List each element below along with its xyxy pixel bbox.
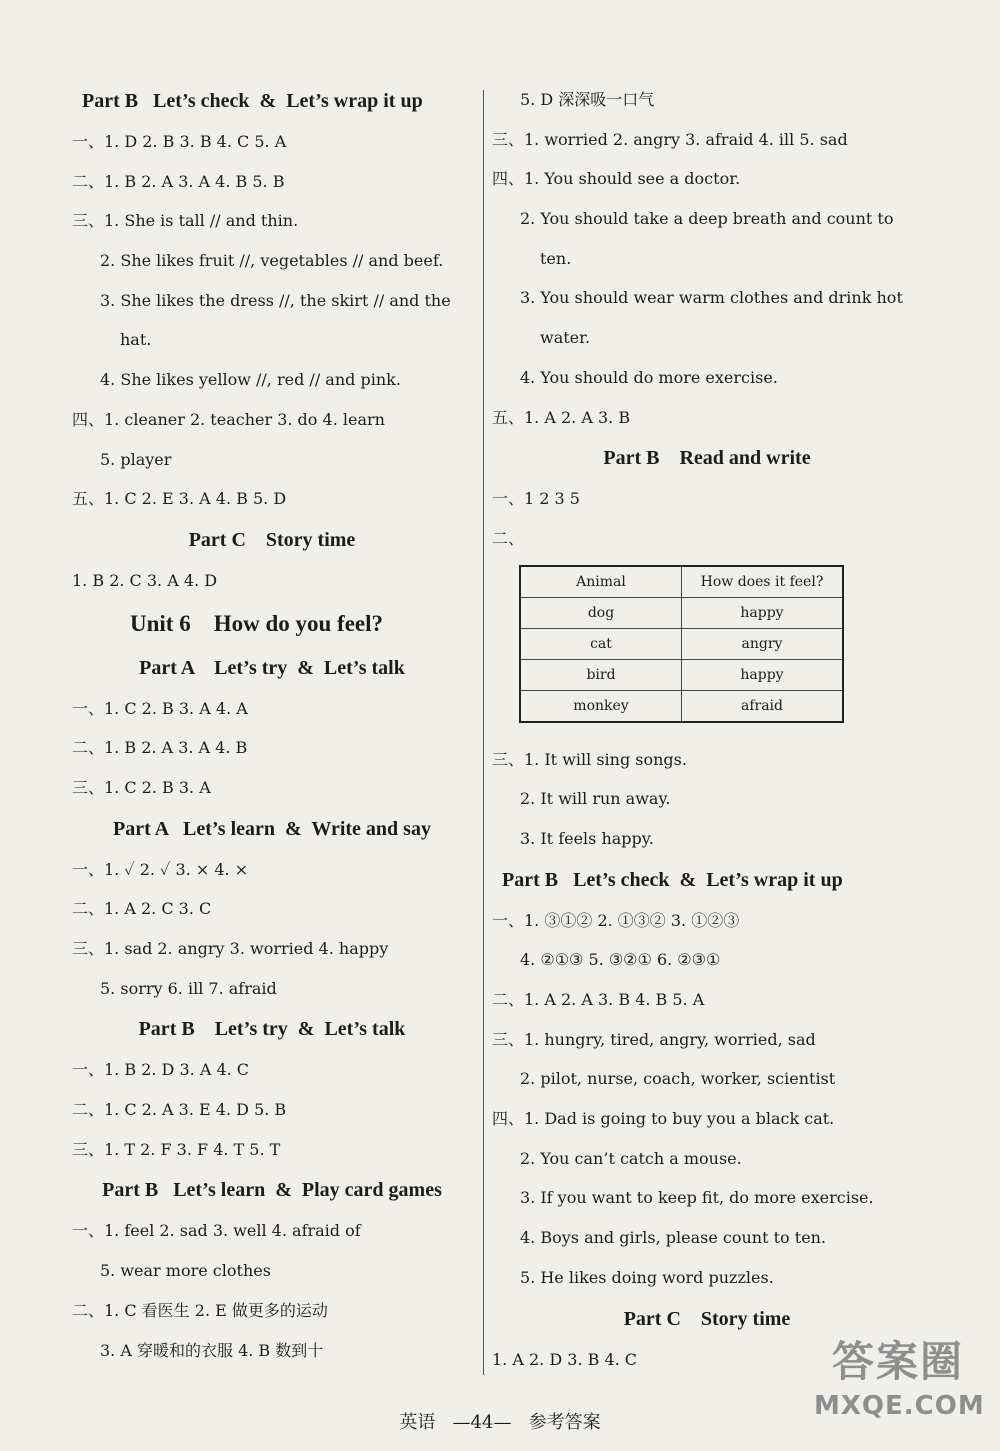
table-cell: cat bbox=[520, 628, 682, 659]
answer-line: 4. ②①③ 5. ③②① 6. ②③① bbox=[520, 950, 721, 970]
section-heading: Part C Story time bbox=[188, 528, 356, 551]
answer-line: 三、1. sad 2. angry 3. worried 4. happy bbox=[72, 939, 389, 958]
table-cell: angry bbox=[682, 628, 844, 659]
watermark-title: 答案圈 bbox=[831, 1337, 964, 1386]
answer-line: 4. She likes yellow //, red // and pink. bbox=[100, 370, 401, 390]
answer-line: 1. B 2. C 3. A 4. D bbox=[72, 570, 218, 590]
table-cell: dog bbox=[520, 597, 682, 628]
answer-line: 2. You should take a deep breath and count to bbox=[520, 209, 894, 229]
watermark-logo bbox=[814, 1336, 985, 1436]
table-row bbox=[520, 690, 843, 722]
answer-line: ten. bbox=[540, 248, 572, 268]
table-header-row bbox=[520, 566, 843, 598]
answer-line: 5. player bbox=[100, 449, 172, 469]
answer-line: 四、1. cleaner 2. teacher 3. do 4. learn bbox=[72, 409, 385, 429]
answer-line: 一、1. ③①② 2. ①③② 3. ①②③ bbox=[492, 910, 740, 930]
table-row bbox=[520, 659, 843, 690]
answer-line: 二、1. B 2. A 3. A 4. B bbox=[72, 738, 248, 758]
section-heading: Part C Story time bbox=[623, 1307, 791, 1330]
right-column bbox=[492, 80, 922, 1379]
answer-line: 3. A 穿暖和的衣服 4. B 数到十 bbox=[100, 1340, 324, 1360]
answer-line: water. bbox=[540, 328, 591, 348]
answer-line: 二、1. C 2. A 3. E 4. D 5. B bbox=[72, 1100, 287, 1120]
answer-line: 5. D 深深吸一口气 bbox=[520, 90, 655, 109]
section-heading: Part A Let’s learn & Write and say bbox=[113, 817, 431, 840]
answer-line: 三、1. T 2. F 3. F 4. T 5. T bbox=[72, 1139, 281, 1159]
answer-line: 四、1. You should see a doctor. bbox=[492, 169, 741, 189]
watermark-url: MXQE.COM bbox=[814, 1391, 985, 1421]
answer-line: 二、1. C 看医生 2. E 做更多的运动 bbox=[72, 1300, 328, 1320]
answer-line: 3. If you want to keep fit, do more exercise. bbox=[520, 1188, 874, 1208]
answer-line: 一、1 2 3 5 bbox=[492, 489, 580, 509]
animal-table-wrap bbox=[492, 559, 922, 740]
table-row bbox=[520, 597, 843, 628]
answer-line: 3. She likes the dress //, the skirt // and the bbox=[100, 290, 451, 310]
section-heading: Part B Let’s learn & Play card games bbox=[102, 1179, 442, 1202]
answer-line: 三、1. hungry, tired, angry, worried, sad bbox=[492, 1029, 816, 1049]
table-row bbox=[520, 628, 843, 659]
column-divider bbox=[483, 90, 484, 1375]
answer-line: 一、1. C 2. B 3. A 4. A bbox=[72, 698, 248, 718]
table-cell: monkey bbox=[520, 690, 682, 722]
answer-line: 二、1. A 2. C 3. C bbox=[72, 899, 212, 919]
answer-line: 五、1. C 2. E 3. A 4. B 5. D bbox=[72, 489, 287, 509]
answer-line: 5. He likes doing word puzzles. bbox=[520, 1267, 774, 1287]
page-footer: 英语 —44— 参考答案 bbox=[399, 1412, 601, 1433]
answer-line: 一、1. B 2. D 3. A 4. C bbox=[72, 1060, 250, 1080]
answer-line: 5. sorry 6. ill 7. afraid bbox=[100, 978, 277, 998]
answer-line: 2. It will run away. bbox=[520, 789, 671, 809]
answer-line: 三、1. C 2. B 3. A bbox=[72, 777, 211, 797]
table-cell: happy bbox=[682, 597, 844, 628]
section-heading: Part B Let’s check & Let’s wrap it up bbox=[502, 868, 843, 891]
section-heading: Part B Let’s check & Let’s wrap it up bbox=[82, 90, 423, 112]
answer-line: 1. A 2. D 3. B 4. C bbox=[492, 1349, 638, 1369]
answer-line: 2. You can’t catch a mouse. bbox=[520, 1148, 742, 1168]
answer-line: 二、1. A 2. A 3. B 4. B 5. A bbox=[492, 990, 705, 1009]
table-cell: afraid bbox=[682, 690, 844, 722]
answer-line: hat. bbox=[120, 330, 152, 350]
answer-line: 5. wear more clothes bbox=[100, 1261, 271, 1281]
answer-line: 四、1. Dad is going to buy you a black cat. bbox=[492, 1109, 835, 1129]
table-cell: bird bbox=[520, 659, 682, 690]
answer-line: 4. You should do more exercise. bbox=[520, 367, 778, 387]
answer-line: 三、1. worried 2. angry 3. afraid 4. ill 5. sad bbox=[492, 129, 848, 149]
answer-line: 3. It feels happy. bbox=[520, 828, 654, 848]
left-column bbox=[72, 80, 472, 1370]
answer-line: 三、1. It will sing songs. bbox=[492, 749, 687, 769]
answer-line: 3. You should wear warm clothes and drink hot bbox=[520, 288, 903, 308]
section-heading: Part B Read and write bbox=[603, 447, 811, 470]
answer-line: 一、1. D 2. B 3. B 4. C 5. A bbox=[72, 132, 287, 151]
answer-line: 一、1. ✓ 2. ✓ 3. × 4. × bbox=[72, 859, 249, 879]
answer-line: 三、1. She is tall // and thin. bbox=[72, 211, 299, 231]
animal-feelings-table bbox=[519, 565, 844, 723]
answer-line: 2. pilot, nurse, coach, worker, scientist bbox=[520, 1069, 836, 1089]
answer-line: 五、1. A 2. A 3. B bbox=[492, 407, 631, 427]
table-header-cell: How does it feel? bbox=[682, 566, 844, 598]
answer-line: 二、 bbox=[492, 528, 525, 548]
unit-title: Unit 6 How do you feel? bbox=[130, 610, 383, 636]
section-heading: Part A Let’s try & Let’s talk bbox=[139, 656, 405, 679]
section-heading: Part B Let’s try & Let’s talk bbox=[138, 1018, 406, 1041]
answer-line: 4. Boys and girls, please count to ten. bbox=[520, 1228, 827, 1248]
answer-line: 2. She likes fruit //, vegetables // and beef. bbox=[100, 251, 444, 271]
table-cell: happy bbox=[682, 659, 844, 690]
answer-line: 一、1. feel 2. sad 3. well 4. afraid of bbox=[72, 1221, 361, 1241]
answer-line: 二、1. B 2. A 3. A 4. B 5. B bbox=[72, 171, 285, 191]
table-header-cell: Animal bbox=[520, 566, 682, 598]
